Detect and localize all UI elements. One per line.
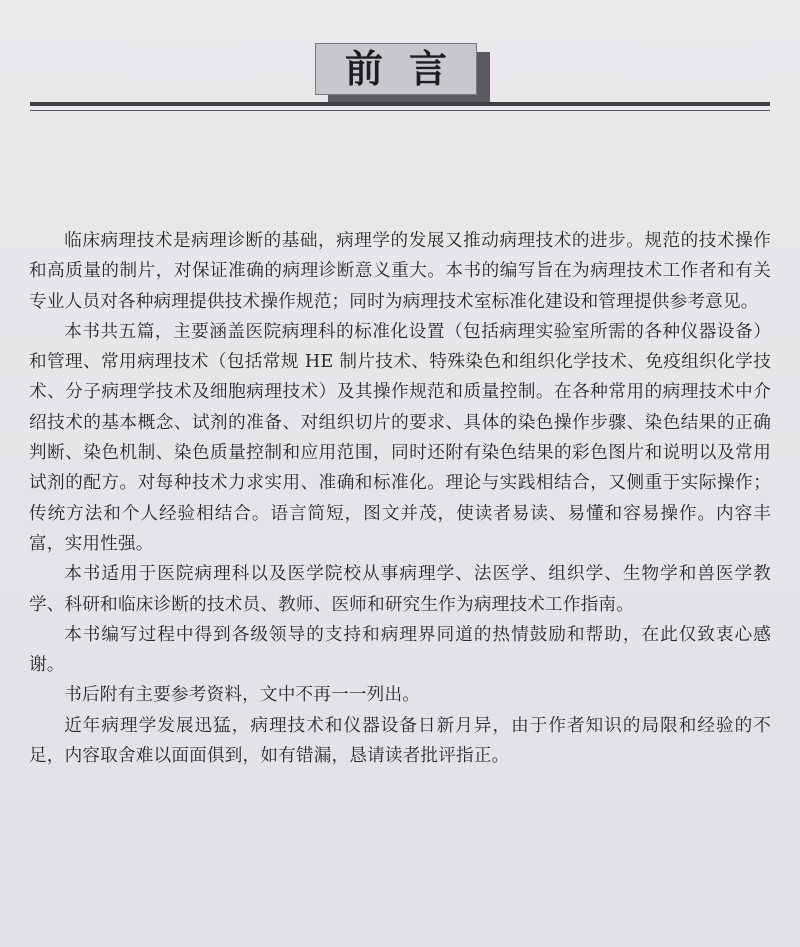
paragraph-3: 本书适用于医院病理科以及医学院校从事病理学、法医学、组织学、生物学和兽医学教学、科研和临床诊断的技术员、教师、医师和研究生作为病理技术工作指南。 (29, 564, 771, 615)
page-title: 前言 (344, 47, 473, 91)
heading-box (315, 43, 477, 95)
preface-body (29, 226, 771, 771)
paragraph-2: 本书共五篇，主要涵盖医院病理科的标准化设置（包括病理实验室所需的各种仪器设备）和管理、常用病理技术（包括常规 HE 制片技术、特殊染色和组织化学技术、免疫组织化学技术、分子病理学技术及细胞病理技术）及其操作规范和质量控制。在各种常用的病理技术中介绍技术的基本概念、试剂的准备、对组织切片的要求、具体的染色操作步骤、染色结果的正确判断、染色机制、染色质量控制和应用范围，同时还附有染色结果的彩色图片和说明以及常用试剂的配方。对每种技术力求实用、准确和标准化。理论与实践相结合，又侧重于实际操作；传统方法和个人经验相结合。语言简短，图文并茂，使读者易读、易懂和容易操作。内容丰富，实用性强。 (29, 321, 771, 554)
paragraph-6: 近年病理学发展迅猛，病理技术和仪器设备日新月异，由于作者知识的局限和经验的不足，内容取舍难以面面俱到，如有错漏，恳请读者批评指正。 (29, 715, 771, 767)
paragraph-1: 临床病理技术是病理诊断的基础，病理学的发展又推动病理技术的进步。规范的技术操作和高质量的制片，对保证准确的病理诊断意义重大。本书的编写旨在为病理技术工作者和有关专业人员对各种病理提供技术操作规范；同时为病理技术室标准化建设和管理提供参考意见。 (29, 231, 771, 312)
paragraph-4: 本书编写过程中得到各级领导的支持和病理界同道的热情鼓励和帮助，在此仅致衷心感谢。 (29, 624, 771, 676)
heading-rule-thick (30, 102, 770, 106)
paragraph-5: 书后附有主要参考资料，文中不再一一列出。 (64, 685, 421, 706)
heading-rule-thin (30, 110, 770, 111)
